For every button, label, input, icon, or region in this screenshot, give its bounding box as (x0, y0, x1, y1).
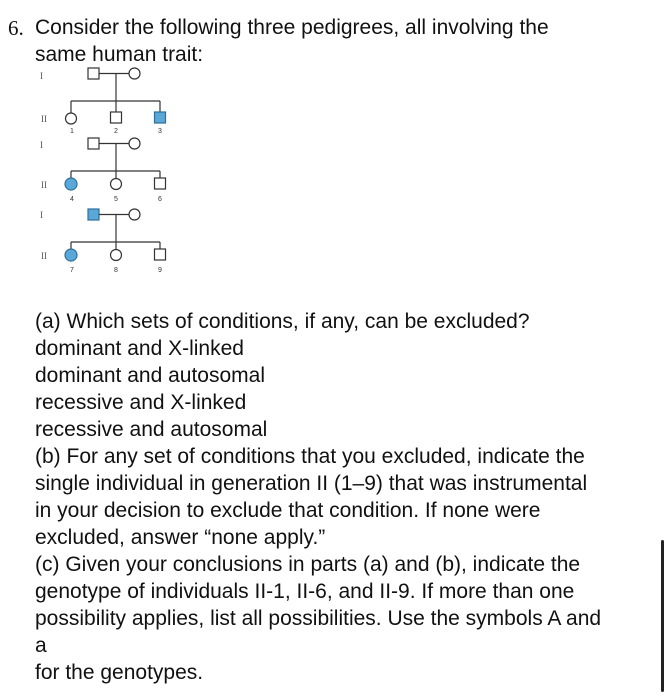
part-c-line: a (35, 634, 47, 657)
part-c-line: (c) Given your conclusions in parts (a) and (b), indicate the (35, 553, 581, 576)
individual-number: 3 (158, 128, 162, 135)
individual-4-circle-affected (65, 178, 77, 190)
individual-number: 5 (114, 196, 118, 203)
question-number: 6. (8, 16, 24, 40)
generation-label: I (40, 71, 43, 81)
part-b-line: single individual in generation II (1–9) that was instrumental (35, 472, 588, 495)
generation-label: II (41, 114, 47, 124)
individual-8-circle (111, 250, 122, 261)
part-a-option: recessive and X-linked (35, 391, 247, 414)
individual-number: 7 (70, 267, 74, 274)
generation-label: II (41, 251, 47, 261)
parent-male-square (88, 138, 99, 149)
individual-3-square-affected (155, 112, 166, 123)
generation-label: I (40, 140, 43, 150)
generation-label: II (41, 180, 47, 190)
part-b-line: in your decision to exclude that condition. If none were (35, 499, 541, 522)
individual-number: 6 (158, 196, 162, 203)
individual-number: 9 (158, 267, 162, 274)
part-a-option: recessive and autosomal (35, 418, 268, 441)
individual-5-circle (111, 179, 122, 190)
pedigree-family-2 (40, 138, 166, 203)
parent-male-square-affected (88, 209, 99, 220)
parent-female-circle (129, 68, 140, 79)
individual-number: 8 (114, 267, 118, 274)
parent-male-square (88, 68, 99, 79)
pedigree-family-3 (40, 209, 166, 274)
pedigree-family-1 (40, 68, 166, 135)
part-a-option: dominant and autosomal (35, 364, 265, 387)
part-c-line: possibility applies, list all possibilities. Use the symbols A and (35, 607, 602, 630)
generation-label: I (40, 210, 43, 220)
vertical-scrollbar[interactable] (661, 540, 664, 692)
individual-number: 2 (114, 128, 118, 135)
individual-1-circle (66, 113, 77, 124)
parent-female-circle (129, 138, 140, 149)
pedigree-figure (30, 64, 180, 280)
part-c-line: genotype of individuals II-1, II-6, and II-9. If more than one (35, 580, 575, 603)
intro-line-2: same human trait: (35, 43, 204, 66)
part-b-line: (b) For any set of conditions that you excluded, indicate the (35, 445, 585, 468)
individual-number: 1 (70, 128, 74, 135)
part-b-line: excluded, answer “none apply.” (35, 526, 326, 549)
part-c-line: for the genotypes. (35, 661, 204, 684)
part-a-option: dominant and X-linked (35, 337, 244, 360)
intro-line-1: Consider the following three pedigrees, all involving the (35, 16, 549, 39)
individual-7-circle-affected (65, 249, 77, 261)
individual-6-square (155, 178, 166, 189)
individual-number: 4 (70, 196, 74, 203)
part-a-question: (a) Which sets of conditions, if any, can be excluded? (35, 310, 530, 333)
individual-9-square (155, 249, 166, 260)
individual-2-square (111, 112, 122, 123)
parent-female-circle (129, 209, 140, 220)
